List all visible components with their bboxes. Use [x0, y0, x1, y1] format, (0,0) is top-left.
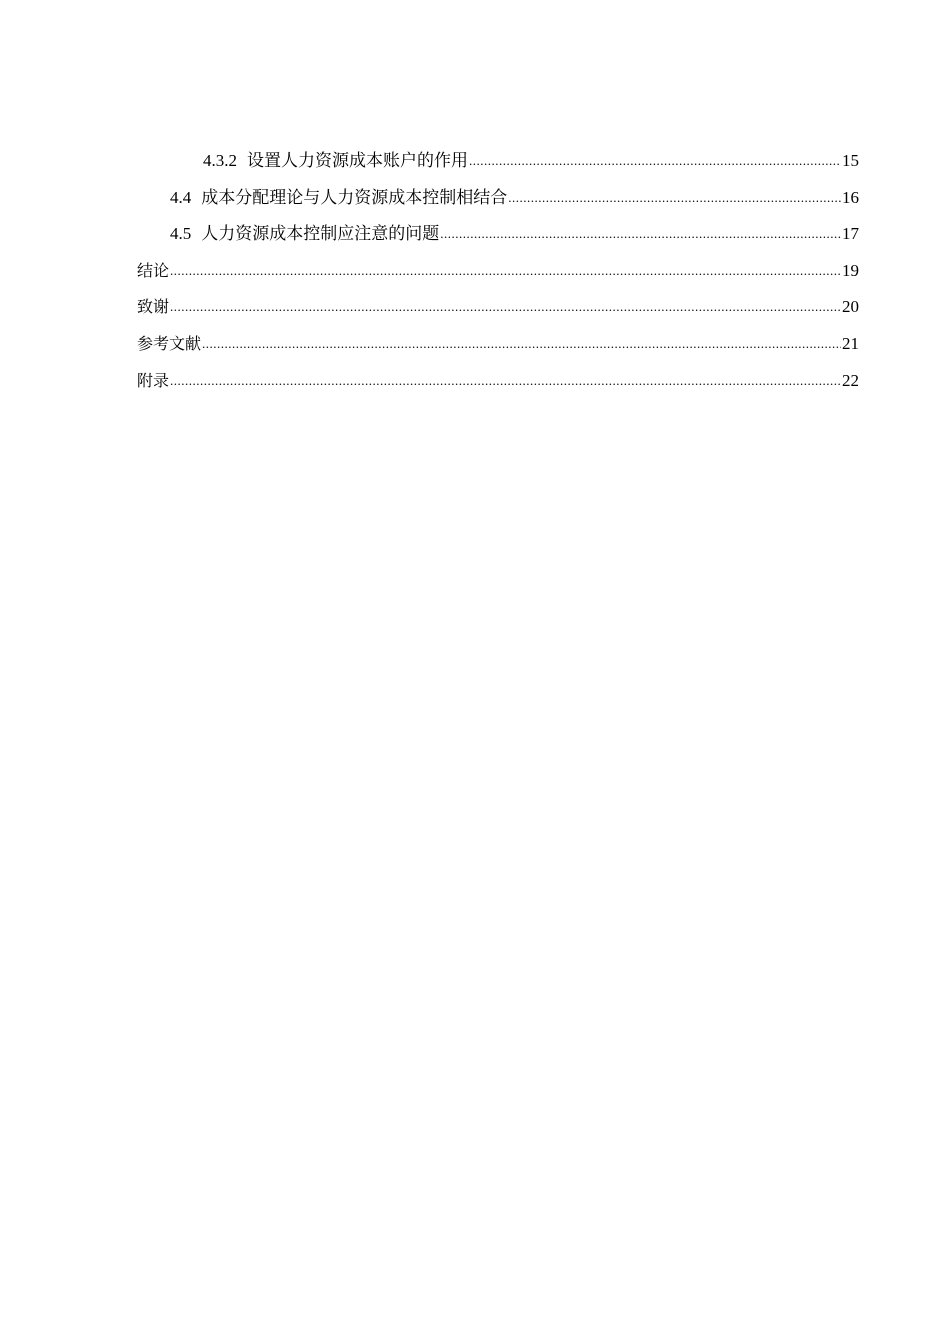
toc-entry-4-3-2[interactable] — [137, 146, 859, 183]
toc-entry-title: 设置人力资源成本账户的作用 — [247, 151, 468, 170]
toc-entry-title: 附录 — [137, 370, 170, 390]
toc-entry-page: 17 — [842, 224, 859, 244]
table-of-contents — [137, 146, 859, 402]
toc-dot-leader — [508, 182, 841, 213]
toc-entry-page: 19 — [842, 260, 859, 280]
toc-dot-leader — [469, 145, 841, 176]
toc-entry-page: 20 — [842, 297, 859, 317]
toc-entry-page: 16 — [842, 187, 859, 207]
toc-dot-leader — [440, 218, 841, 249]
toc-entry-acknowledgements[interactable] — [137, 292, 859, 329]
toc-entry-number: 4.4 — [170, 187, 192, 207]
toc-entry-number: 4.5 — [170, 224, 192, 244]
toc-entry-4-4[interactable] — [137, 183, 859, 220]
toc-entry-title: 人力资源成本控制应注意的问题 — [201, 224, 440, 244]
toc-entry-appendix[interactable] — [137, 366, 859, 403]
toc-entry-title: 参考文献 — [137, 333, 202, 353]
toc-entry-title: 致谢 — [137, 297, 170, 317]
toc-entry-page: 22 — [842, 370, 859, 390]
toc-entry-page: 15 — [842, 151, 859, 170]
toc-entry-4-5[interactable] — [137, 219, 859, 256]
toc-entry-title: 成本分配理论与人力资源成本控制相结合 — [201, 187, 508, 207]
toc-entry-page: 21 — [842, 333, 859, 353]
toc-dot-leader — [170, 365, 841, 396]
toc-dot-leader — [170, 291, 841, 322]
toc-entry-number: 4.3.2 — [203, 151, 237, 170]
toc-entry-title: 结论 — [137, 260, 170, 280]
toc-dot-leader — [202, 328, 841, 359]
toc-entry-references[interactable] — [137, 329, 859, 366]
toc-dot-leader — [170, 255, 841, 286]
toc-entry-conclusion[interactable] — [137, 256, 859, 293]
